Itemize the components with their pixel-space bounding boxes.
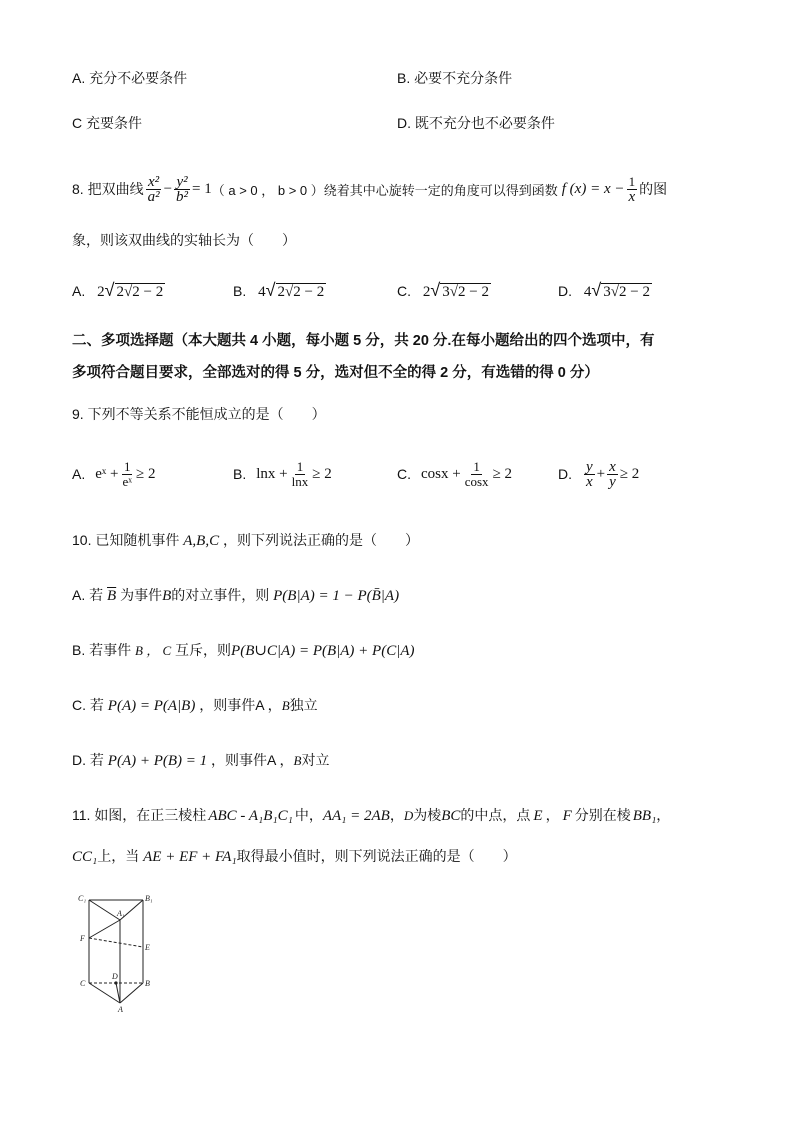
q10-a-mid: 为事件: [120, 587, 163, 603]
label-f: F: [80, 934, 85, 943]
q9-d-post: ≥ 2: [619, 465, 640, 482]
q10-option-a: [72, 585, 399, 605]
question-8-line1: [72, 167, 667, 211]
q8-func: f (x) = x −: [561, 180, 625, 197]
q9-d-frac1: [584, 460, 595, 489]
q8-frac-x: [146, 175, 162, 204]
sqrt-icon: √: [591, 280, 602, 300]
q10-stem-pre: 10. 已知随机事件: [72, 532, 180, 548]
q8-opt-b-coef: 4: [258, 284, 266, 300]
q10-b-formula: P(B∪C|A) = P(B|A) + P(C|A): [231, 643, 415, 659]
label-d: D: [112, 972, 118, 981]
q8-opt-c-coef: 2: [422, 284, 431, 300]
q9-option-d: [558, 452, 639, 496]
q9-b-den: lnx: [291, 473, 309, 489]
q10-d-formula: P(A) + P(B) = 1: [107, 753, 208, 769]
q8-frac-x-num: x²: [148, 173, 160, 190]
label-a: A: [118, 1005, 123, 1014]
q9-b-pre: lnx +: [256, 465, 288, 482]
q10-c-var: B: [281, 698, 290, 713]
q8-eq: = 1: [192, 180, 212, 197]
sqrt-icon: √: [104, 280, 115, 300]
q9-a-num: 1: [123, 458, 131, 474]
q9-d-n2: x: [609, 458, 616, 475]
q9-d-label: D.: [558, 466, 572, 482]
q11-cc1: CC₁: [72, 849, 98, 865]
q8-frac-1x-den: x: [628, 188, 636, 205]
label-c: C: [80, 979, 86, 988]
q8-frac-1x-num: 1: [628, 173, 636, 189]
q9-a-label: A.: [72, 466, 86, 482]
label-c1: C₁: [78, 894, 87, 903]
q10-a-mid2: 的对立事件，则: [171, 587, 270, 603]
section-2-heading-line2: 多项符合题目要求，全部选对的得 5 分，选对但不全的得 2 分，有选错的得 0 分）: [72, 365, 599, 381]
q8-suffix: 的图: [639, 181, 668, 197]
q10-a-formula: P(B|A) = 1 − P(B̄|A): [273, 588, 400, 604]
q9-a-post: ≥ 2: [135, 465, 156, 482]
segment-f-e: [89, 938, 143, 947]
option-a: A. 充分不必要条件: [72, 70, 188, 86]
segment-a1-f: [89, 920, 120, 938]
label-b1: B₁: [145, 894, 153, 903]
q10-d-mid: ，则事件: [211, 752, 268, 768]
sqrt-icon: √: [265, 280, 276, 300]
q10-option-b: [72, 640, 415, 660]
q9-b-label: B.: [233, 466, 247, 482]
q8-opt-c-label: C.: [397, 283, 411, 299]
edge-c1-a1: [89, 900, 120, 920]
section-2-heading-line1: 二、多项选择题（本大题共 4 小题，每小题 5 分，共 20 分.在每小题给出的四个选项中，有: [72, 333, 655, 349]
option-d: D. 既不充分也不必要条件: [397, 115, 555, 131]
q11-mid2: ，: [389, 807, 404, 823]
q9-d-n1: y: [586, 458, 593, 475]
question-8-line2: 象，则该双曲线的实轴长为（ ）: [72, 232, 296, 248]
q10-d-var: B: [293, 753, 302, 768]
q9-a-den: eˣ: [122, 473, 132, 489]
label-a1: A₁: [117, 909, 125, 918]
q11-mid3: 为棱: [413, 807, 442, 823]
q11-d: D: [403, 808, 414, 823]
q10-c-end: 独立: [289, 697, 318, 713]
q10-d-pre: D. 若: [72, 752, 104, 768]
q9-c-label: C.: [397, 466, 411, 482]
q9-d-frac2: [607, 460, 618, 489]
prism-figure: [75, 890, 165, 1015]
q9-d-d2: y: [609, 473, 616, 490]
q10-c-mid: ，则事件: [199, 697, 256, 713]
q10-stem-vars: A,B,C: [183, 533, 220, 549]
q9-c-frac: [463, 460, 491, 489]
q10-b-vars: B ， C: [135, 643, 172, 658]
q8-opt-a-label: A.: [72, 283, 86, 299]
q9-b-num: 1: [296, 458, 304, 474]
q9-c-post: ≥ 2: [492, 465, 513, 482]
q8-opt-d-radicand: 3√2 − 2: [603, 284, 650, 300]
q11-mid5: ，: [545, 807, 560, 823]
q11-bb1: BB₁: [632, 808, 657, 824]
q11-bc: BC: [441, 808, 461, 824]
q9-c-den: cosx: [464, 473, 489, 489]
label-b: B: [145, 979, 150, 988]
q9-c-num: 1: [473, 458, 480, 474]
question-10-stem: [72, 530, 419, 550]
q8-frac-x-den: a²: [147, 188, 160, 205]
q10-c-formula: P(A) = P(A|B): [107, 698, 196, 714]
q10-option-d: [72, 750, 329, 770]
q11-f: F: [562, 808, 572, 824]
q11-cond: AA₁ = 2AB: [322, 808, 390, 824]
q8-opt-d-label: D.: [558, 283, 572, 299]
q8-opt-a-coef: 2: [97, 284, 105, 300]
q8-option-c: [397, 280, 491, 301]
q8-opt-b-label: B.: [233, 283, 247, 299]
question-11-line2: [72, 846, 517, 866]
q10-option-c: [72, 695, 318, 715]
q10-a-pre: A. 若: [72, 587, 104, 603]
q9-a-frac: [120, 460, 134, 489]
q11-end: ，: [656, 807, 671, 823]
q11-line2-mid: 上，当: [97, 848, 140, 864]
q9-b-frac: [290, 460, 311, 489]
q10-b-pre: B. 若事件: [72, 642, 132, 658]
q11-e: E: [533, 808, 543, 824]
q8-option-d: [558, 280, 652, 301]
q9-option-c: [397, 452, 512, 496]
q9-option-a: [72, 452, 155, 496]
q11-mid: 中，: [294, 807, 323, 823]
q9-a-pre: eˣ +: [95, 465, 119, 482]
q8-frac-y-den: b²: [176, 188, 189, 205]
q10-b-mid: 互斥，则: [175, 642, 232, 658]
q11-mid6: 分别在棱: [574, 807, 631, 823]
q8-frac-y-num: y²: [176, 173, 188, 190]
q11-expr: AE + EF + FA₁: [143, 849, 237, 865]
question-9-stem: 9. 下列不等关系不能恒成立的是（ ）: [72, 406, 326, 422]
q10-a-bar: $\overline{B}$: [107, 588, 117, 604]
option-b: B. 必要不充分条件: [397, 70, 513, 86]
q10-d-post: A ，: [267, 752, 294, 768]
option-c: C 充要条件: [72, 115, 142, 131]
q11-pre: 11. 如图，在正三棱柱: [72, 807, 207, 823]
q9-option-b: [233, 452, 332, 496]
edge-c-a: [89, 983, 120, 1003]
q8-option-b: [233, 280, 326, 301]
q9-c-pre: cosx +: [421, 465, 461, 482]
q10-d-end: 对立: [301, 752, 330, 768]
q8-cond: （ a > 0 ， b > 0 ）绕着其中心旋转一定的角度可以得到函数: [211, 182, 558, 198]
label-e: E: [145, 943, 150, 952]
q8-prefix: 8. 把双曲线: [72, 181, 144, 197]
q10-a-var: B: [162, 588, 172, 604]
q8-option-a: [72, 280, 165, 301]
q8-opt-a-radicand: 2√2 − 2: [116, 284, 164, 300]
q10-c-post: A ，: [255, 697, 282, 713]
q9-d-plus: +: [596, 465, 606, 482]
q9-d-d1: x: [586, 473, 593, 490]
q11-line2-end: 取得最小值时，则下列说法正确的是（ ）: [236, 848, 517, 864]
q8-frac-1x: [626, 175, 637, 204]
q8-opt-d-coef: 4: [583, 284, 592, 300]
q8-opt-b-radicand: 2√2 − 2: [277, 284, 325, 300]
segment-a-d: [116, 983, 120, 1003]
edge-a-b: [120, 983, 143, 1003]
q11-prism: ABC - A₁B₁C₁: [208, 808, 293, 824]
q8-frac-y: [174, 175, 190, 204]
q8-minus: −: [163, 180, 173, 197]
q9-b-post: ≥ 2: [312, 465, 332, 482]
q10-c-pre: C. 若: [72, 697, 104, 713]
q8-opt-c-radicand: 3√2 − 2: [442, 284, 489, 300]
q11-mid4: 的中点，点: [460, 807, 531, 823]
q10-stem-post: ，则下列说法正确的是（ ）: [222, 532, 419, 548]
point-d: [114, 981, 117, 984]
question-11-line1: [72, 805, 670, 825]
sqrt-icon: √: [430, 280, 441, 300]
